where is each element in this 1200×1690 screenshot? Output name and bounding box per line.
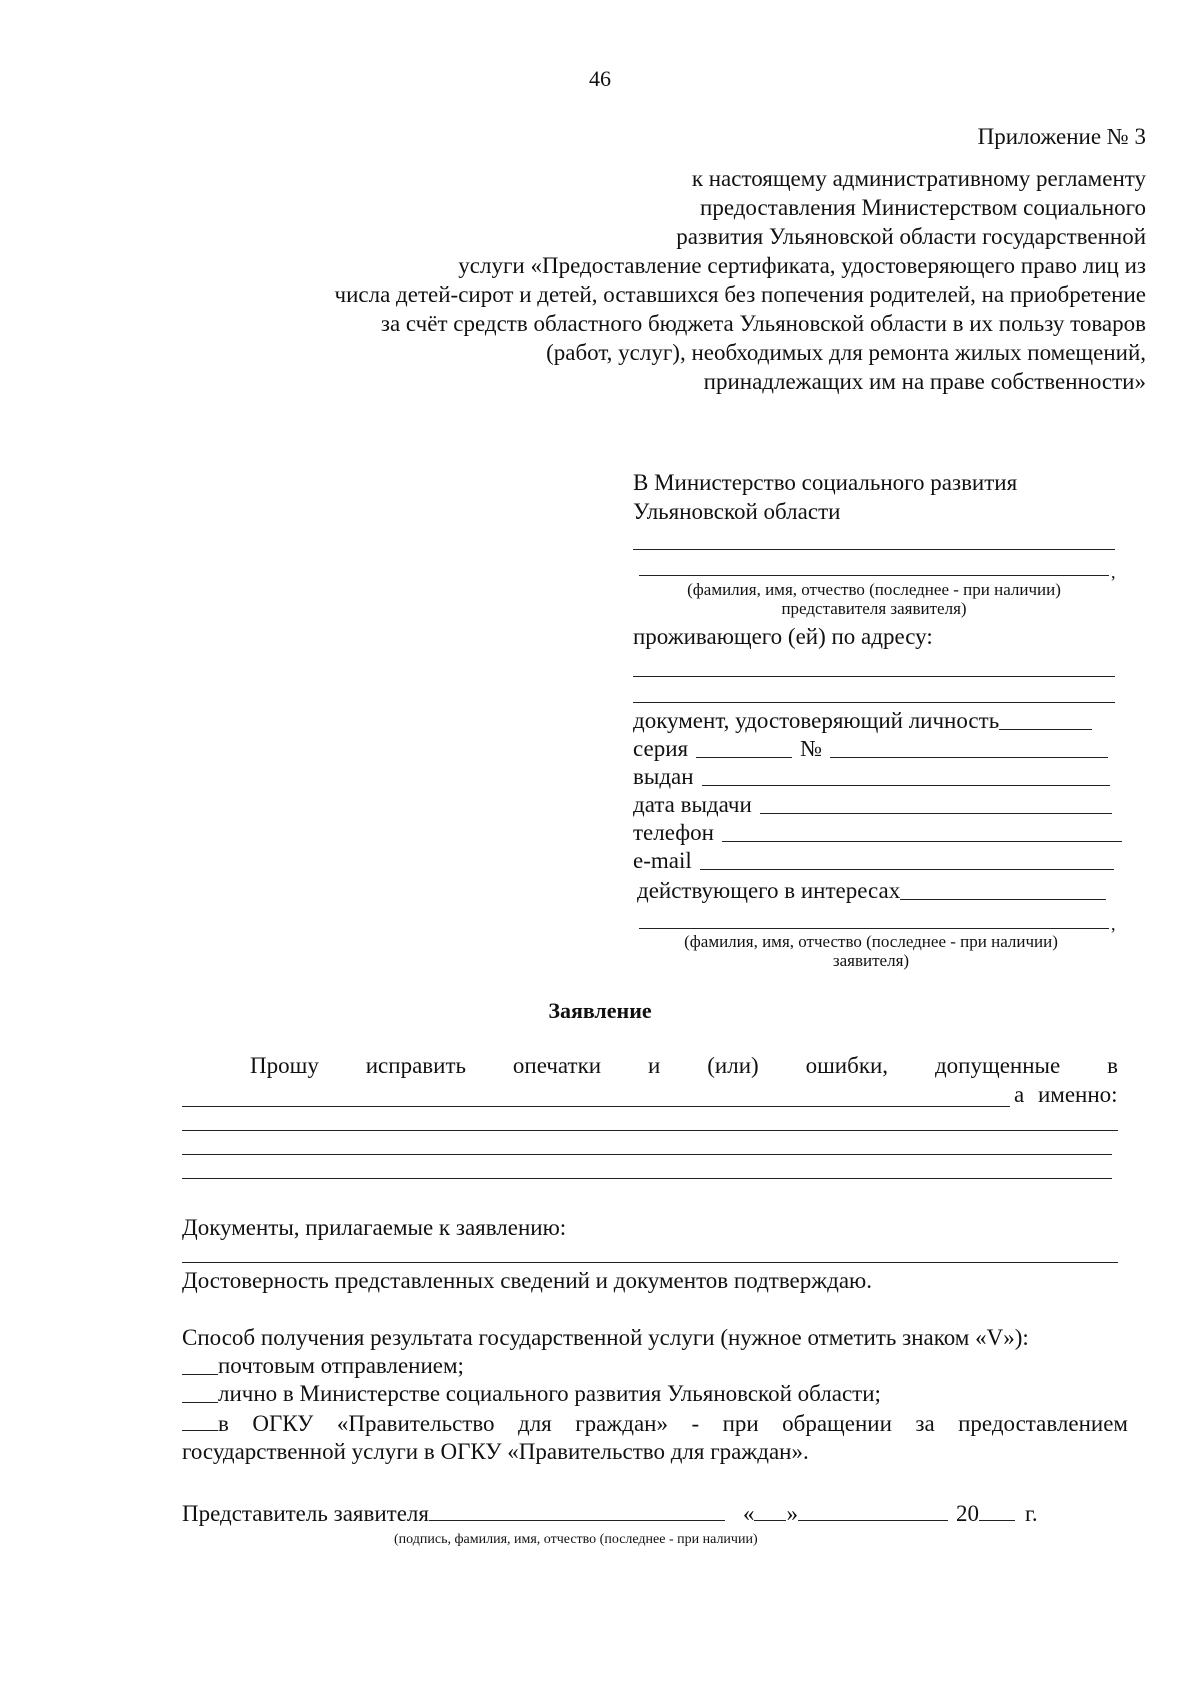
id-document-field[interactable]	[999, 729, 1092, 730]
request-detail-line-3[interactable]	[182, 1178, 1112, 1179]
line-comma: ,	[1111, 562, 1116, 582]
request-word: Прошу	[250, 1053, 319, 1078]
number-sign: №	[800, 736, 823, 761]
year-suffix: г.	[1024, 1501, 1038, 1526]
ogku-word: ОГКУ	[252, 1411, 314, 1436]
date-quote-close: »	[786, 1501, 798, 1526]
ogku-word: для	[518, 1411, 552, 1436]
request-word: (или)	[707, 1053, 759, 1078]
checkbox-line-ministry[interactable]	[182, 1402, 218, 1403]
option-ogku-line-2: государственной услуги в ОГКУ «Правительство для граждан».	[182, 1439, 809, 1464]
issued-field[interactable]	[702, 785, 1110, 786]
page-number: 46	[589, 66, 611, 91]
appendix-line: за счёт средств областного бюджета Ульяновской области в их пользу товаров	[380, 311, 1146, 336]
email-field[interactable]	[700, 869, 1114, 870]
request-line-field[interactable]	[182, 1106, 1010, 1107]
option-ogku-line-1	[218, 1411, 1128, 1437]
ogku-word: «Правительство	[336, 1411, 495, 1436]
representative-name-line-1[interactable]	[633, 549, 1115, 550]
series-row	[633, 734, 1108, 762]
email-row	[633, 846, 1114, 874]
issue-date-field[interactable]	[760, 813, 1112, 814]
ogku-word: за	[915, 1411, 935, 1436]
checkbox-line-ogku[interactable]	[182, 1430, 218, 1431]
applicant-caption-line-2: заявителя)	[832, 951, 910, 970]
issued-row	[633, 762, 1110, 790]
appendix-line: развития Ульяновской области государственной	[676, 224, 1146, 249]
addressee-line-1: В Министерство социального развития	[633, 470, 1018, 495]
appendix-line: предоставления Министерством социального	[700, 195, 1146, 220]
phone-label: телефон	[633, 820, 714, 845]
documents-attached-label: Документы, прилагаемые к заявлению:	[182, 1215, 567, 1240]
id-document-row	[633, 706, 1092, 734]
appendix-description	[335, 164, 1146, 396]
request-word: исправить	[365, 1053, 466, 1078]
ogku-word: в	[218, 1411, 229, 1436]
acting-label: действующего в интересах	[637, 878, 901, 903]
applicant-caption-line-1: (фамилия, имя, отчество (последнее - при наличии)	[684, 932, 1058, 951]
appendix-line: числа детей-сирот и детей, оставшихся без попечения родителей, на приобретение	[334, 282, 1146, 307]
year-field[interactable]	[979, 1520, 1015, 1521]
representative-caption-line-2: представителя заявителя)	[781, 599, 967, 618]
appendix-line: к настоящему административному регламенту	[691, 166, 1146, 191]
namely-label: а именно:	[1014, 1082, 1118, 1107]
representative-caption	[633, 580, 1115, 618]
acting-row	[637, 876, 1106, 904]
statement-title: Заявление	[548, 998, 652, 1023]
phone-field[interactable]	[722, 841, 1122, 842]
applicant-caption	[630, 932, 1112, 970]
issued-label: выдан	[633, 764, 694, 789]
confirmation-text: Достоверность представленных сведений и документов подтверждаю.	[182, 1268, 872, 1293]
residing-label: проживающего (ей) по адресу:	[633, 624, 933, 649]
id-document-label: документ, удостоверяющий личность	[633, 708, 1000, 733]
email-label: e-mail	[633, 848, 692, 873]
ogku-word: -	[691, 1411, 700, 1436]
ogku-word: предоставлением	[958, 1411, 1128, 1436]
year-prefix: 20	[955, 1501, 979, 1526]
series-label: серия	[633, 736, 689, 761]
signature-caption: (подпись, фамилия, имя, отчество (последнее - при наличии)	[394, 1532, 758, 1547]
ogku-word: обращении	[782, 1411, 892, 1436]
delivery-heading: Способ получения результата государственной услуги (нужное отметить знаком «V»):	[182, 1325, 1029, 1350]
number-field[interactable]	[830, 757, 1108, 758]
appendix-title: Приложение № 3	[977, 124, 1146, 149]
month-field[interactable]	[798, 1520, 948, 1521]
issue-date-label: дата выдачи	[633, 792, 752, 817]
date-quote-open: «	[742, 1501, 755, 1526]
appendix-line: принадлежащих им на праве собственности»	[703, 369, 1146, 394]
phone-row	[633, 818, 1122, 846]
appendix-line: услуги «Предоставление сертификата, удостоверяющего право лиц из	[458, 253, 1146, 278]
request-detail-line-2[interactable]	[182, 1154, 1112, 1155]
applicant-name-line[interactable]	[639, 928, 1109, 929]
acting-field[interactable]	[900, 899, 1106, 900]
signature-label: Представитель заявителя	[182, 1501, 429, 1526]
day-field[interactable]	[754, 1520, 786, 1521]
request-word: ошибки,	[805, 1053, 889, 1078]
address-line-1[interactable]	[633, 676, 1115, 677]
delivery-option-ministry[interactable]	[182, 1379, 881, 1409]
request-word: и	[648, 1053, 661, 1078]
option-ministry-label: лично в Министерстве социального развития Ульяновской области;	[218, 1381, 881, 1406]
delivery-option-mail[interactable]	[182, 1351, 464, 1381]
checkbox-line-mail[interactable]	[182, 1374, 218, 1375]
signature-row	[182, 1497, 1038, 1527]
series-field[interactable]	[696, 757, 792, 758]
option-mail-label: почтовым отправлением;	[218, 1353, 464, 1378]
representative-name-line-2[interactable]	[639, 575, 1109, 576]
ogku-word: при	[722, 1411, 759, 1436]
delivery-option-ogku[interactable]	[182, 1407, 1128, 1437]
documents-field[interactable]	[182, 1262, 1118, 1263]
line-comma: ,	[1111, 914, 1116, 934]
appendix-line: (работ, услуг), необходимых для ремонта жилых помещений,	[546, 340, 1146, 365]
request-line	[250, 1053, 1118, 1079]
address-line-2[interactable]	[633, 702, 1115, 703]
signature-field[interactable]	[429, 1520, 725, 1521]
addressee-line-2: Ульяновской области	[633, 499, 841, 524]
representative-caption-line-1: (фамилия, имя, отчество (последнее - при наличии)	[687, 580, 1061, 599]
request-detail-line-1[interactable]	[182, 1130, 1118, 1131]
request-word: допущенные	[934, 1053, 1061, 1078]
ogku-word: граждан»	[575, 1411, 668, 1436]
request-word: опечатки	[512, 1053, 602, 1078]
request-word: в	[1107, 1053, 1118, 1078]
issue-date-row	[633, 790, 1112, 818]
